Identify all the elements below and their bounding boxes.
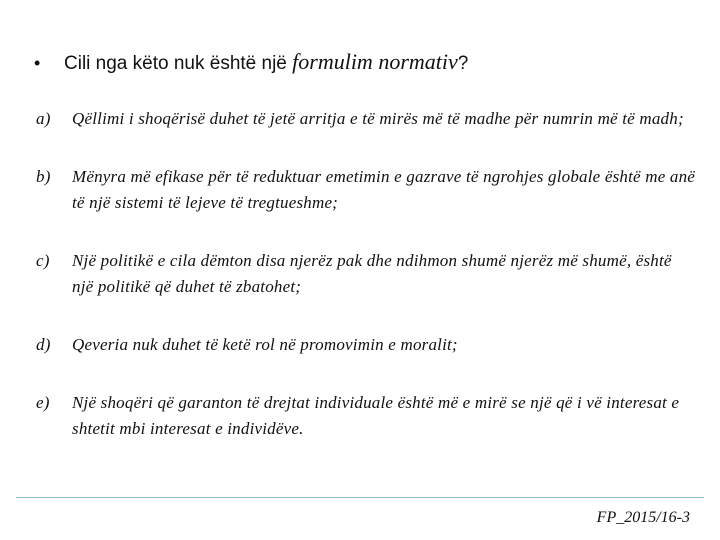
option-e [36, 390, 696, 442]
option-text: Një politikë e cila dëmton disa njerëz pak dhe ndihmon shumë njerëz më shumë, është një politikë që duhet të zbatohet; [72, 251, 672, 296]
option-text: Mënyra më efikase për të reduktuar emetimin e gazrave të ngrohjes globale është me anë të një sistemi të lejeve të tregtueshme; [72, 167, 696, 212]
option-letter: b) [36, 167, 51, 186]
option-letter: d) [36, 335, 51, 354]
slide-code: FP_2015/16-3 [596, 509, 690, 526]
option-b [36, 164, 696, 216]
bullet-icon: • [34, 53, 41, 73]
answer-options [36, 106, 696, 442]
option-letter: a) [36, 109, 51, 128]
question-line [34, 48, 468, 78]
option-text: Qeveria nuk duhet të ketë rol në promovimin e moralit; [72, 335, 458, 354]
option-text: Qëllimi i shoqërisë duhet të jetë arritja e të mirës më të madhe për numrin më të madh; [72, 109, 684, 128]
option-letter: e) [36, 393, 50, 412]
option-text: Një shoqëri që garanton të drejtat individuale është më e mirë se një që i vë interesat e shtetit mbi interesat e individëve. [72, 393, 680, 438]
option-a [36, 106, 696, 132]
question-mark: ? [457, 53, 469, 74]
question-text: Cili nga këto nuk është një [64, 53, 293, 74]
footer-divider [16, 497, 704, 498]
option-letter: c) [36, 251, 50, 270]
option-d [36, 332, 696, 358]
option-c [36, 248, 696, 300]
question-emphasis: formulim normativ [292, 49, 458, 74]
